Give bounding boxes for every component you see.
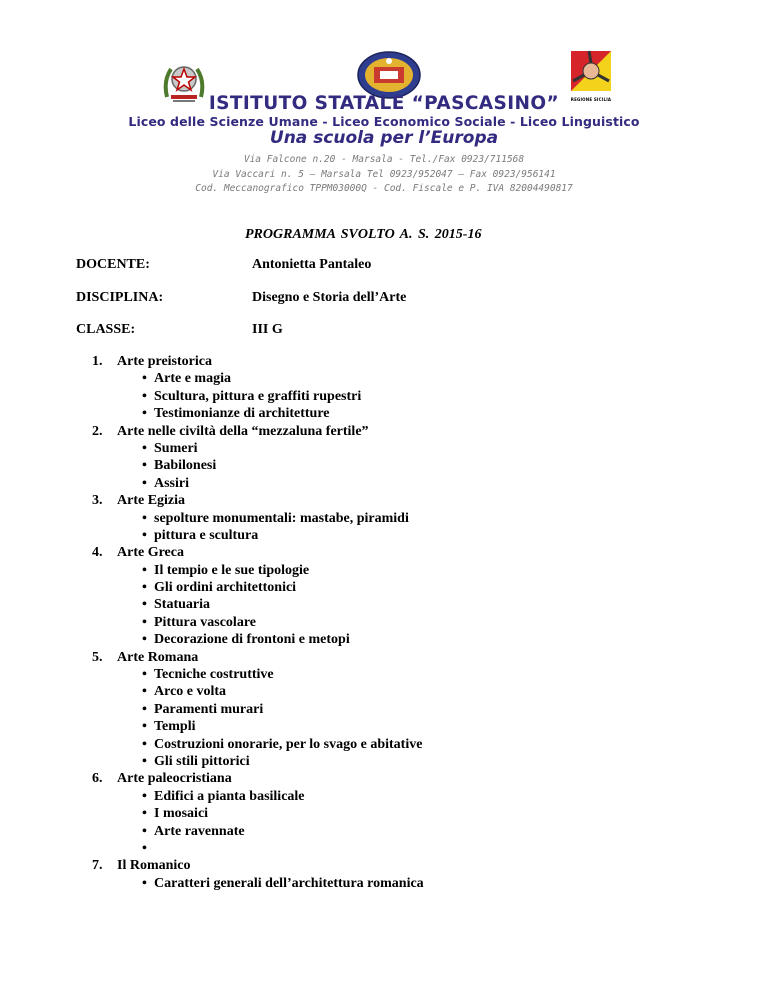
subtopic-text: Pittura vascolare: [154, 614, 256, 630]
subtopic-text: Caratteri generali dell’architettura romanica: [154, 875, 424, 891]
subtopic-text: Edifici a pianta basilicale: [154, 788, 305, 804]
bullet-icon: •: [142, 597, 147, 613]
topic-item: [76, 857, 696, 874]
class-label: CLASSE:: [76, 322, 136, 337]
subtopic-text: Scultura, pittura e graffiti rupestri: [154, 388, 362, 404]
bullet-icon: •: [142, 632, 147, 648]
subtopic-item: [76, 666, 696, 683]
bullet-icon: •: [142, 614, 147, 630]
topic-number: 4.: [92, 545, 103, 561]
topic-number: 3.: [92, 493, 103, 509]
bullet-icon: •: [142, 701, 147, 717]
subtopic-item: [76, 475, 696, 492]
topic-item: [76, 544, 696, 561]
subtopic-item: [76, 579, 696, 596]
bullet-icon: •: [142, 388, 147, 404]
bullet-icon: •: [142, 875, 147, 891]
subtopic-item: [76, 823, 696, 840]
subtopic-text: Decorazione di frontoni e metopi: [154, 632, 350, 648]
subtopic-item: [76, 875, 696, 892]
subtopic-text: Arco e volta: [154, 684, 227, 700]
school-subtitle: Liceo delle Scienze Umane - Liceo Economico Sociale - Liceo Linguistico: [128, 114, 640, 129]
topic-title: Arte Greca: [117, 545, 184, 561]
address-line: Via Falcone n.20 - Marsala - Tel./Fax 0923/711568: [243, 154, 525, 165]
school-motto: Una scuola per l’Europa: [269, 128, 499, 148]
topic-number: 6.: [92, 771, 103, 787]
topic-title: Il Romanico: [117, 858, 191, 874]
subtopic-item: [76, 718, 696, 735]
subtopic-text: Gli ordini architettonici: [154, 580, 297, 596]
address-line: Via Vaccari n. 5 – Marsala Tel 0923/952047 – Fax 0923/956141: [212, 169, 556, 180]
subtopic-item: [76, 614, 696, 631]
topic-item: [76, 423, 696, 440]
topic-title: Arte paleocristiana: [117, 771, 232, 787]
bullet-icon: •: [142, 753, 147, 769]
topic-number: 7.: [92, 858, 103, 874]
bullet-icon: •: [142, 458, 147, 474]
subtopic-text: Templi: [154, 719, 196, 735]
subtopic-text: Gli stili pittorici: [154, 753, 250, 769]
subtopic-item: [76, 510, 696, 527]
subtopic-item: [76, 370, 696, 387]
topic-number: 2.: [92, 423, 103, 439]
subtopic-item: [76, 736, 696, 753]
subtopic-text: Costruzioni onorarie, per lo svago e abitative: [154, 736, 423, 752]
topic-number: 5.: [92, 649, 103, 665]
bullet-icon: •: [142, 527, 147, 543]
subtopic-text: Arte e magia: [154, 371, 231, 387]
subtopic-item: [76, 805, 696, 822]
subtopic-text: Testimonianze di architetture: [154, 406, 330, 422]
bullet-icon: •: [142, 667, 147, 683]
topic-title: Arte Egizia: [117, 493, 186, 509]
subtopic-item: [76, 683, 696, 700]
subtopic-item: [76, 596, 696, 613]
subtopic-text: Il tempio e le sue tipologie: [154, 562, 310, 578]
subtopic-item: [76, 457, 696, 474]
subtopic-item: [76, 631, 696, 648]
bullet-icon: •: [142, 406, 147, 422]
subtopic-text: Arte ravennate: [154, 823, 245, 839]
topic-item: [76, 353, 696, 370]
address-line: Cod. Meccanografico TPPM03000Q - Cod. Fiscale e P. IVA 82004490817: [195, 183, 573, 194]
bullet-icon: •: [142, 736, 147, 752]
subtopic-text: Babilonesi: [154, 458, 217, 474]
sicily-trinacria-icon: [567, 47, 615, 97]
bullet-icon: •: [142, 840, 147, 856]
bullet-icon: •: [142, 562, 147, 578]
subtopic-item: [76, 788, 696, 805]
bullet-icon: •: [142, 510, 147, 526]
subtopic-item: [76, 840, 696, 857]
topic-title: Arte Romana: [117, 649, 199, 665]
subtopic-item: [76, 701, 696, 718]
subtopic-item: [76, 527, 696, 544]
region-logo-caption: REGIONE SICILIA: [570, 97, 612, 102]
subtopic-text: I mosaici: [154, 806, 209, 822]
teacher-value: Antonietta Pantaleo: [252, 257, 372, 272]
discipline-value: Disegno e Storia dell’Arte: [252, 290, 407, 305]
subtopic-item: [76, 562, 696, 579]
bullet-icon: •: [142, 440, 147, 456]
subtopic-text: pittura e scultura: [154, 527, 259, 543]
subtopic-item: [76, 405, 696, 422]
subtopic-item: [76, 440, 696, 457]
document-title: PROGRAMMA SVOLTO A. S. 2015-16: [245, 227, 482, 242]
bullet-icon: •: [142, 580, 147, 596]
topic-item: [76, 770, 696, 787]
subtopic-text: Sumeri: [154, 440, 198, 456]
class-value: III G: [252, 322, 283, 337]
bullet-icon: •: [142, 806, 147, 822]
discipline-label: DISCIPLINA:: [76, 290, 164, 305]
topic-title: Arte nelle civiltà della “mezzaluna fertile”: [117, 423, 369, 439]
topic-title: Arte preistorica: [117, 354, 212, 369]
bullet-icon: •: [142, 788, 147, 804]
subtopic-text: Statuaria: [154, 597, 210, 613]
subtopic-text: sepolture monumentali: mastabe, piramidi: [154, 510, 409, 526]
topic-item: [76, 492, 696, 509]
bullet-icon: •: [142, 823, 147, 839]
topic-number: 1.: [92, 354, 103, 369]
bullet-icon: •: [142, 684, 147, 700]
subtopic-text: Tecniche costruttive: [154, 667, 274, 683]
subtopic-text: Paramenti murari: [154, 701, 264, 717]
bullet-icon: •: [142, 371, 147, 387]
bullet-icon: •: [142, 719, 147, 735]
school-name: ISTITUTO STATALE “PASCASINO”: [208, 93, 560, 114]
subtopic-item: [76, 388, 696, 405]
bullet-icon: •: [142, 475, 147, 491]
teacher-label: DOCENTE:: [76, 257, 150, 272]
topic-item: [76, 649, 696, 666]
subtopic-item: [76, 753, 696, 770]
topic-list: [76, 353, 696, 892]
subtopic-text: Assiri: [154, 475, 189, 491]
